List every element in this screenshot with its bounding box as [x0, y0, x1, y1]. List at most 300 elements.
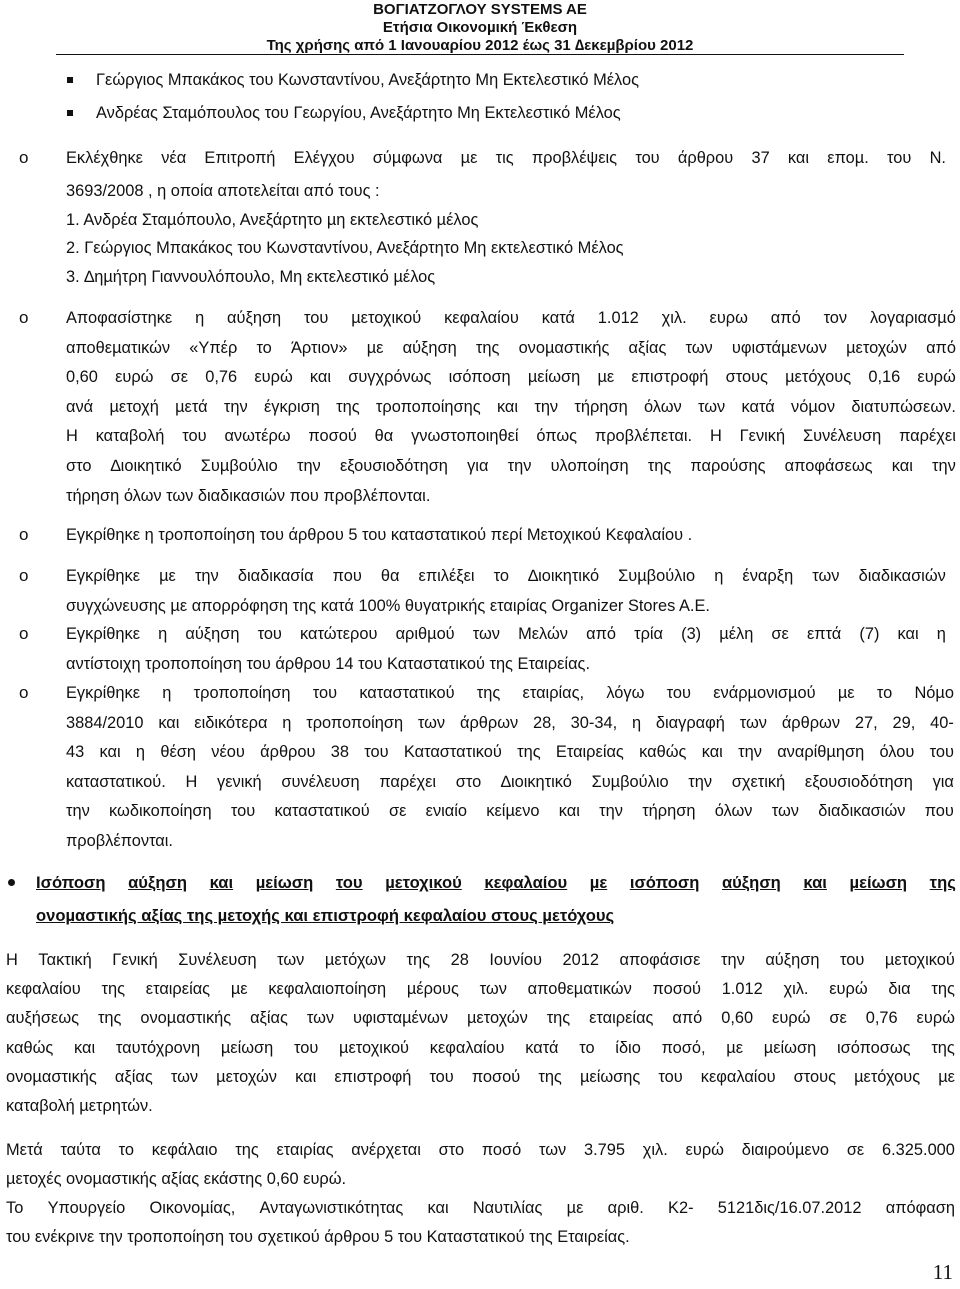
word: διαδικασιών — [818, 802, 906, 821]
word: 37 — [751, 149, 770, 167]
word: στο — [455, 772, 482, 791]
word: αύξηση — [128, 873, 187, 892]
word: του — [929, 743, 954, 762]
word: µε — [589, 873, 608, 892]
word: όλων — [643, 397, 682, 416]
word: ευρώ — [772, 1009, 811, 1028]
report-title: Ετήσια Οικονοµική Έκθεση — [382, 19, 578, 36]
word: των — [539, 1141, 567, 1159]
word: Οικονοµίας, — [149, 1199, 236, 1217]
word: µείωση — [255, 873, 314, 892]
word: σε — [846, 1141, 865, 1159]
word: Η — [185, 772, 198, 791]
word: Μελών — [518, 625, 568, 643]
word: σε — [388, 802, 407, 821]
word: τροποποίησης — [375, 397, 481, 416]
word: µε — [566, 1199, 584, 1217]
word: ευρώ — [829, 980, 868, 999]
word: των — [698, 397, 726, 416]
word: χιλ. — [783, 980, 809, 999]
word: Καταστατικού — [403, 743, 502, 762]
word: εταιρίας — [276, 1141, 334, 1159]
word: 38 — [330, 743, 349, 762]
para-ministry-line — [6, 1198, 955, 1218]
paragraph-line — [6, 950, 955, 970]
word: κεφαλαίου — [700, 1067, 776, 1086]
word: του — [887, 149, 912, 167]
word: Άρτιον» — [290, 338, 348, 357]
word: 28 — [450, 951, 469, 969]
word: του — [364, 743, 389, 762]
para-capital-line: µετοχές ονοµαστικής αξίας εκάστης 0,60 ευρώ. — [6, 1170, 347, 1188]
word: Υπουργείο — [47, 1199, 126, 1217]
word: τροποποίηση — [306, 713, 404, 732]
word: 0,76 — [205, 368, 238, 387]
word: γενική — [217, 772, 262, 791]
word: υλοποίηση — [550, 457, 629, 475]
word: κεφάλαιο — [151, 1141, 218, 1159]
word: µετόχων — [324, 951, 386, 969]
word: η — [714, 567, 724, 585]
word: άρθρου — [677, 149, 734, 167]
word: και — [496, 397, 519, 416]
word: καθώς — [6, 1038, 54, 1057]
word: εποµ. — [827, 149, 869, 167]
word: Η — [6, 951, 18, 969]
word: χιλ. — [642, 1141, 668, 1159]
word: 2012 — [562, 951, 599, 969]
word: για — [467, 457, 489, 475]
word: αξίας — [250, 1009, 288, 1028]
paragraph-line: προβλέπονται. — [66, 832, 173, 850]
audit-committee-member: 3. ∆ηµήτρη Γιαννουλόπουλο, Μη εκτελεστικό µέλος — [66, 268, 436, 286]
word: χιλ. — [661, 309, 687, 327]
section-heading: ονοµαστικής αξίας της µετοχής και επιστροφή κεφαλαίου στους µετόχους — [36, 906, 615, 925]
word: θα — [380, 567, 400, 585]
word: συγχρόνως — [348, 368, 432, 387]
word: Εταιρείας — [555, 743, 624, 762]
word: καταστατικού. — [66, 772, 166, 791]
word: η — [195, 309, 205, 327]
paragraph-line — [66, 426, 956, 446]
audit-committee-member: 1. Ανδρέα Σταµόπουλο, Ανεξάρτητο µη εκτελεστικό µέλος — [66, 211, 479, 229]
merger-line — [66, 566, 946, 586]
word: µετοχικού — [884, 951, 955, 969]
word: αύξηση — [227, 309, 282, 327]
word: 27, — [854, 713, 878, 732]
word: έγκριση — [263, 397, 320, 416]
company-name: ΒΟΓΙΑΤΖΟΓΛΟΥ SYSTEMS AE — [373, 1, 587, 18]
word: στο — [438, 1141, 465, 1159]
word: µε — [597, 368, 615, 387]
word: Ελέγχου — [293, 149, 355, 167]
circle-bullet-icon: o — [19, 308, 29, 327]
word: Εγκρίθηκε — [66, 684, 141, 702]
word: όλων — [714, 802, 753, 821]
word: µε — [938, 1067, 955, 1086]
word: παρέχει — [379, 772, 437, 791]
word: η — [162, 684, 172, 702]
word: σχετική — [731, 772, 786, 791]
word: τις — [495, 149, 514, 167]
word: νέου — [211, 743, 245, 762]
word: το — [118, 1141, 134, 1159]
word: αυξήσεως — [6, 1009, 80, 1028]
word: αποφάσεως — [784, 457, 873, 475]
word: Εγκρίθηκε — [66, 567, 141, 585]
word: επιλέξει — [418, 567, 475, 585]
word: η — [936, 625, 946, 643]
word: ισόποση — [629, 873, 700, 892]
word: και — [295, 1067, 317, 1086]
word: εξουσιοδότηση — [804, 772, 913, 791]
word: µετοχών — [846, 338, 907, 357]
word: και — [74, 1038, 96, 1057]
word: ονοµαστικής — [518, 338, 610, 357]
word: άρθρων — [459, 713, 519, 732]
word: της — [235, 1141, 259, 1159]
word: αξίας — [114, 1067, 153, 1086]
circle-bullet-icon: o — [19, 148, 29, 167]
word: του — [304, 309, 329, 327]
word: επτά — [806, 625, 842, 643]
word: ποσού — [652, 980, 701, 999]
word: ισόποση — [448, 368, 511, 387]
word: ταύτα — [60, 1141, 101, 1159]
word: εταιρείας — [589, 1009, 654, 1028]
word: απόφαση — [885, 1199, 955, 1217]
word: την — [932, 457, 956, 475]
word: Ισόποση — [36, 873, 106, 892]
word: στο — [66, 457, 92, 475]
word: ανέρχεται — [351, 1141, 421, 1159]
word: Ανταγωνιστικότητας — [259, 1199, 404, 1217]
word: 6.325.000 — [882, 1141, 955, 1159]
word: Μετά — [6, 1141, 43, 1159]
word: την — [599, 802, 623, 821]
word: του — [840, 951, 865, 969]
word: µε — [366, 338, 384, 357]
word: του — [257, 625, 282, 643]
word: Νόµο — [914, 684, 954, 702]
word: θα — [374, 427, 394, 446]
word: που — [332, 567, 362, 585]
word: της — [101, 980, 126, 999]
word: 0,60 — [66, 368, 98, 387]
circle-bullet-icon: o — [19, 566, 29, 585]
word: µετοχή — [109, 397, 159, 416]
paragraph-line: καταβολή µετρητών. — [6, 1097, 153, 1115]
word: µέλη — [719, 625, 754, 643]
word: Συµβούλιο — [591, 772, 669, 791]
word: σε — [170, 368, 189, 387]
word: του — [429, 1067, 454, 1086]
word: «Υπέρ — [189, 338, 238, 357]
word: µε — [726, 1038, 744, 1057]
word: αύξηση — [185, 625, 240, 643]
word: γνωστοποιηθεί — [411, 427, 519, 446]
word: των — [739, 713, 767, 732]
word: αύξηση — [765, 951, 820, 969]
word: Αποφασίστηκε — [66, 309, 173, 327]
word: ανωτέρω — [224, 427, 291, 446]
word: ανά — [66, 397, 94, 416]
word: και — [309, 368, 332, 387]
word: κατά — [741, 397, 775, 416]
word: έναρξη — [742, 567, 794, 585]
word: των — [812, 567, 840, 585]
word: µετοχικού — [339, 1038, 410, 1057]
word: στους — [725, 368, 768, 387]
word: κεφαλαίου — [429, 1038, 505, 1057]
word: νόµον — [791, 397, 836, 416]
section-heading — [36, 873, 956, 893]
word: της — [929, 873, 956, 892]
paragraph-line — [66, 772, 954, 792]
circle-bullet-icon: o — [19, 525, 29, 544]
word: 28, — [533, 713, 556, 732]
word: των — [472, 625, 500, 643]
word: των — [771, 802, 799, 821]
word: ονοµαστικής — [6, 1067, 97, 1086]
word: των — [685, 338, 713, 357]
square-bullet-icon — [67, 77, 73, 83]
member-item: Γεώργιος Μπακάκος του Κωνσταντίνου, Ανεξάρτητο Μη Εκτελεστικό Μέλος — [96, 71, 639, 89]
word: ενάρµονισµού — [713, 684, 816, 702]
word: αξίας — [628, 338, 667, 357]
word: αύξηση — [721, 873, 781, 892]
word: Το — [6, 1199, 24, 1217]
word: Γενική — [739, 427, 786, 446]
word: την — [534, 397, 559, 416]
word: µετοχικού — [351, 309, 422, 327]
dot-bullet-icon — [8, 879, 15, 886]
word: στους — [793, 1067, 836, 1086]
word: του — [293, 1038, 319, 1057]
paragraph-line — [66, 308, 956, 328]
word: Ν. — [929, 149, 946, 167]
word: επιστροφή — [334, 1067, 412, 1086]
word: το — [493, 567, 510, 585]
word: των — [479, 980, 507, 999]
paragraph-line — [66, 742, 954, 762]
word: Ιουνίου — [489, 951, 542, 969]
board-size-line — [66, 624, 946, 644]
word: άρθρου — [260, 743, 316, 762]
word: διαδικασία — [237, 567, 314, 585]
word: ποσού — [471, 1067, 521, 1086]
word: µετοχών — [466, 1009, 528, 1028]
word: ποσού — [308, 427, 357, 446]
word: και — [787, 149, 810, 167]
word: εταιρείας — [145, 980, 211, 999]
word: Η — [709, 427, 722, 446]
word: του — [182, 427, 207, 446]
word: την — [296, 457, 321, 475]
word: διαιρούµενο — [741, 1141, 830, 1159]
audit-committee-member: 2. Γεώργιος Μπακάκος του Κωνσταντίνου, Ανεξάρτητο Μη εκτελεστικό Μέλος — [66, 239, 624, 257]
word: συνέλευση — [281, 772, 360, 791]
word: των — [277, 951, 305, 969]
member-item: Ανδρέας Σταµόπουλος του Γεωργίου, Ανεξάρτητο Μη Εκτελεστικό Μέλος — [96, 104, 621, 122]
word: µε — [837, 684, 855, 702]
word: των — [306, 1009, 335, 1028]
word: 1.012 — [597, 309, 639, 327]
paragraph-line — [6, 1008, 955, 1028]
word: ∆ιοικητικό — [500, 772, 572, 791]
paragraph-line — [66, 713, 954, 733]
word: της — [517, 743, 541, 762]
merger-line: συγχώνευσης µε απορρόφηση της κατά 100% θυγατρικής εταιρίας Organizer Stores A.E. — [66, 597, 710, 615]
word: της — [931, 1038, 955, 1057]
word: λόγω — [606, 684, 645, 702]
word: από — [586, 625, 616, 643]
word: διαγραφή — [655, 713, 725, 732]
word: την — [720, 951, 745, 969]
word: της — [647, 457, 672, 475]
word: Συνέλευση — [802, 427, 882, 446]
word: της — [336, 397, 360, 416]
word: τον — [823, 309, 848, 327]
paragraph-line — [66, 683, 954, 703]
word: κατώτερου — [300, 625, 378, 643]
word: µετά — [175, 397, 208, 416]
word: µετοχικού — [385, 873, 462, 892]
word: και — [803, 873, 827, 892]
word: 3.795 — [584, 1141, 626, 1159]
word: µετοχών — [216, 1067, 277, 1086]
word: ευρώ — [916, 1009, 955, 1028]
word: άρθρων — [781, 713, 841, 732]
word: Εκλέχθηκε — [66, 149, 143, 167]
word: του — [312, 684, 338, 702]
paragraph-line: τήρηση όλων των διαδικασιών που προβλέπονται. — [66, 486, 431, 505]
word: Κ2- — [668, 1199, 694, 1217]
word: θέση — [160, 743, 196, 762]
word: της — [538, 1067, 562, 1086]
word: η — [631, 713, 642, 732]
word: µέρους — [406, 980, 459, 999]
word: των — [170, 1067, 199, 1086]
word: µείωση — [849, 873, 908, 892]
word: νέα — [161, 149, 187, 167]
word: υφιστάµενων — [731, 338, 827, 357]
circle-bullet-icon: o — [19, 624, 29, 643]
word: 30-34, — [570, 713, 618, 732]
word: εταιρίας, — [522, 684, 585, 702]
paragraph-line — [66, 397, 956, 417]
word: τρία — [634, 625, 664, 643]
word: του — [635, 149, 660, 167]
word: που — [924, 802, 954, 821]
paragraph-line — [66, 367, 956, 387]
word: του — [230, 802, 256, 821]
paragraph-line — [6, 979, 955, 999]
word: σε — [771, 625, 789, 643]
word: 29, — [892, 713, 916, 732]
word: κείµενο — [486, 802, 540, 821]
word: του — [658, 1067, 683, 1086]
word: όπως — [536, 427, 578, 446]
word: την — [507, 457, 532, 475]
word: παρέχει — [899, 427, 956, 446]
word: για — [932, 772, 954, 791]
word: από — [770, 309, 801, 327]
word: της — [475, 338, 500, 357]
word: µείωση — [763, 1038, 817, 1057]
word: κεφαλαίου — [6, 980, 81, 999]
word: την — [738, 743, 762, 762]
para-capital-line — [6, 1140, 955, 1160]
word: της — [406, 951, 431, 969]
word: τήρηση — [642, 802, 696, 821]
word: 40- — [930, 713, 954, 732]
paragraph-line — [66, 801, 954, 821]
word: διαδικασιών — [858, 567, 946, 585]
word: Η — [66, 427, 78, 446]
word: και — [99, 743, 121, 762]
para-ministry-line: του ενέκρινε την τροποποίηση του σχετικού άρθρου 5 του Καταστατικού της Εταιρείας. — [6, 1228, 630, 1246]
word: ευρώ — [254, 368, 293, 387]
word: αριθ. — [607, 1199, 644, 1217]
word: του — [666, 684, 691, 702]
word: Γενική — [112, 951, 158, 969]
audit-committee-line — [66, 148, 946, 168]
word: Επιτροπή — [204, 149, 276, 167]
word: Συµβούλιο — [200, 457, 278, 475]
word: αποθεµατικών — [527, 980, 632, 999]
word: σύµφωνα — [372, 149, 443, 167]
word: ευρώ — [115, 368, 154, 387]
word: όλου — [879, 743, 915, 762]
word: κωδικοποίηση — [109, 802, 212, 821]
word: δια — [888, 980, 911, 999]
word: των — [417, 713, 446, 732]
word: ∆ιοικητικό — [110, 457, 182, 475]
word: του — [335, 873, 363, 892]
circle-bullet-icon: o — [19, 683, 29, 702]
word: και — [891, 457, 913, 475]
word: ταυτόχρονη — [115, 1038, 201, 1057]
word: της — [931, 980, 955, 999]
word: την — [688, 772, 713, 791]
word: ποσό — [481, 1141, 522, 1159]
word: καταβολή — [95, 427, 165, 446]
word: 43 — [66, 743, 85, 762]
word: λογαριασµό — [869, 309, 956, 327]
word: παρούσης — [690, 457, 766, 475]
word: και — [427, 1199, 449, 1217]
word: η — [158, 625, 168, 643]
word: και — [701, 743, 723, 762]
word: 3884/2010 — [66, 713, 144, 732]
word: τήρηση — [574, 397, 628, 416]
word: την — [66, 802, 90, 821]
word: η — [282, 713, 292, 732]
word: και — [158, 713, 180, 732]
word: και — [209, 873, 234, 892]
word: ευρώ — [917, 368, 956, 387]
word: σε — [829, 1009, 847, 1028]
word: κατά — [541, 309, 575, 327]
paragraph-line — [66, 338, 956, 358]
word: Συνέλευση — [178, 951, 257, 969]
page-header — [0, 0, 960, 55]
word: από — [672, 1009, 703, 1028]
word: ποσό, — [661, 1038, 706, 1057]
word: καταστατικού — [274, 802, 370, 821]
word: µε — [460, 149, 478, 167]
